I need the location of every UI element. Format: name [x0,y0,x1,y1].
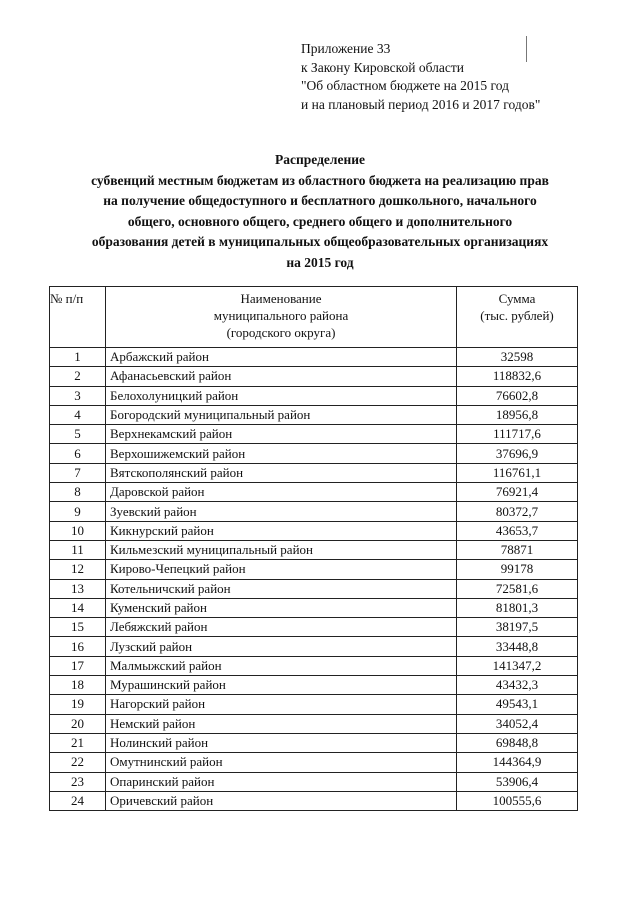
cell-sum: 72581,6 [457,579,578,598]
cell-num: 24 [50,791,106,810]
cell-district-name: Малмыжский район [106,656,457,675]
cell-district-name: Верхнекамский район [106,425,457,444]
subvention-table [49,286,578,811]
cell-num: 13 [50,579,106,598]
cell-district-name: Богородский муниципальный район [106,405,457,424]
table-row [50,521,578,540]
header-sum-line: (тыс. рублей) [480,308,554,323]
cell-num: 10 [50,521,106,540]
table-row [50,560,578,579]
cell-sum: 49543,1 [457,695,578,714]
cell-num: 20 [50,714,106,733]
cell-district-name: Кикнурский район [106,521,457,540]
title-line: общего, основного общего, среднего общего и дополнительного [127,213,513,229]
cell-sum: 69848,8 [457,733,578,752]
table-header-row [50,287,578,348]
cell-sum: 76602,8 [457,386,578,405]
table-row [50,772,578,791]
cell-sum: 144364,9 [457,753,578,772]
appendix-line: Приложение 33 [301,41,391,56]
cell-sum: 43653,7 [457,521,578,540]
cell-sum: 34052,4 [457,714,578,733]
table-row [50,367,578,386]
table-row [50,444,578,463]
cell-num: 8 [50,483,106,502]
appendix-line: "Об областном бюджете на 2015 год [301,78,509,93]
header-name [106,287,457,348]
table-row [50,753,578,772]
cell-num: 15 [50,618,106,637]
header-name-line: муниципального района [213,308,349,323]
cell-num: 6 [50,444,106,463]
cell-sum: 33448,8 [457,637,578,656]
cell-num: 19 [50,695,106,714]
cell-num: 2 [50,367,106,386]
table-row [50,386,578,405]
table-body [50,348,578,811]
table-row [50,695,578,714]
table-row [50,618,578,637]
table-row [50,637,578,656]
appendix-note [301,40,540,114]
cell-district-name: Немский район [106,714,457,733]
cell-district-name: Арбажский район [106,348,457,367]
table-row [50,579,578,598]
header-num: № п/п [50,287,106,348]
cell-num: 14 [50,598,106,617]
cell-num: 23 [50,772,106,791]
header-name-line: (городского округа) [226,325,336,340]
table-row [50,791,578,810]
cell-district-name: Афанасьевский район [106,367,457,386]
cell-sum: 43432,3 [457,676,578,695]
cell-sum: 118832,6 [457,367,578,386]
cell-district-name: Кильмезский муниципальный район [106,540,457,559]
title-line: на 2015 год [286,254,354,270]
table-row [50,540,578,559]
cell-district-name: Нолинский район [106,733,457,752]
header-name-line: Наименование [240,291,322,306]
table-row [50,405,578,424]
cell-num: 5 [50,425,106,444]
table-row [50,463,578,482]
cell-district-name: Лузский район [106,637,457,656]
cell-num: 9 [50,502,106,521]
appendix-line: и на плановый период 2016 и 2017 годов" [301,96,541,112]
title-line: субвенций местным бюджетам из областного бюджета на реализацию прав [91,172,549,188]
cell-district-name: Оричевский район [106,791,457,810]
cell-sum: 100555,6 [457,791,578,810]
cell-district-name: Опаринский район [106,772,457,791]
cell-num: 18 [50,676,106,695]
header-sum [457,287,578,348]
title-line: Распределение [274,152,366,167]
cell-sum: 53906,4 [457,772,578,791]
cell-sum: 38197,5 [457,618,578,637]
cell-sum: 111717,6 [457,425,578,444]
cell-district-name: Вятскополянский район [106,463,457,482]
cell-num: 3 [50,386,106,405]
header-sum-line: Сумма [498,291,536,306]
cell-sum: 18956,8 [457,405,578,424]
cell-district-name: Зуевский район [106,502,457,521]
cell-num: 21 [50,733,106,752]
cell-sum: 78871 [457,540,578,559]
cell-district-name: Куменский район [106,598,457,617]
table-row [50,676,578,695]
cell-district-name: Кирово-Чепецкий район [106,560,457,579]
appendix-line: к Закону Кировской области [301,59,465,75]
title-line: образования детей в муниципальных общеобразовательных организациях [91,234,549,249]
cell-district-name: Верхошижемский район [106,444,457,463]
cell-num: 7 [50,463,106,482]
document-title [30,150,610,273]
cell-district-name: Нагорский район [106,695,457,714]
cell-district-name: Даровской район [106,483,457,502]
cell-sum: 99178 [457,560,578,579]
cell-num: 1 [50,348,106,367]
table-row [50,598,578,617]
table-row [50,348,578,367]
cell-district-name: Омутнинский район [106,753,457,772]
cell-district-name: Котельничский район [106,579,457,598]
cell-num: 11 [50,540,106,559]
cell-num: 4 [50,405,106,424]
table-row [50,733,578,752]
cell-district-name: Мурашинский район [106,676,457,695]
cell-sum: 76921,4 [457,483,578,502]
cell-sum: 80372,7 [457,502,578,521]
table-row [50,502,578,521]
cell-num: 17 [50,656,106,675]
cell-sum: 81801,3 [457,598,578,617]
title-line: на получение общедоступного и бесплатного дошкольного, начального [103,193,537,208]
table-row [50,656,578,675]
cell-num: 12 [50,560,106,579]
cell-sum: 37696,9 [457,444,578,463]
table-row [50,425,578,444]
cell-district-name: Лебяжский район [106,618,457,637]
cell-sum: 32598 [457,348,578,367]
cell-num: 16 [50,637,106,656]
cell-district-name: Белохолуницкий район [106,386,457,405]
cell-sum: 141347,2 [457,656,578,675]
table-row [50,483,578,502]
cell-num: 22 [50,753,106,772]
cell-sum: 116761,1 [457,463,578,482]
table-row [50,714,578,733]
